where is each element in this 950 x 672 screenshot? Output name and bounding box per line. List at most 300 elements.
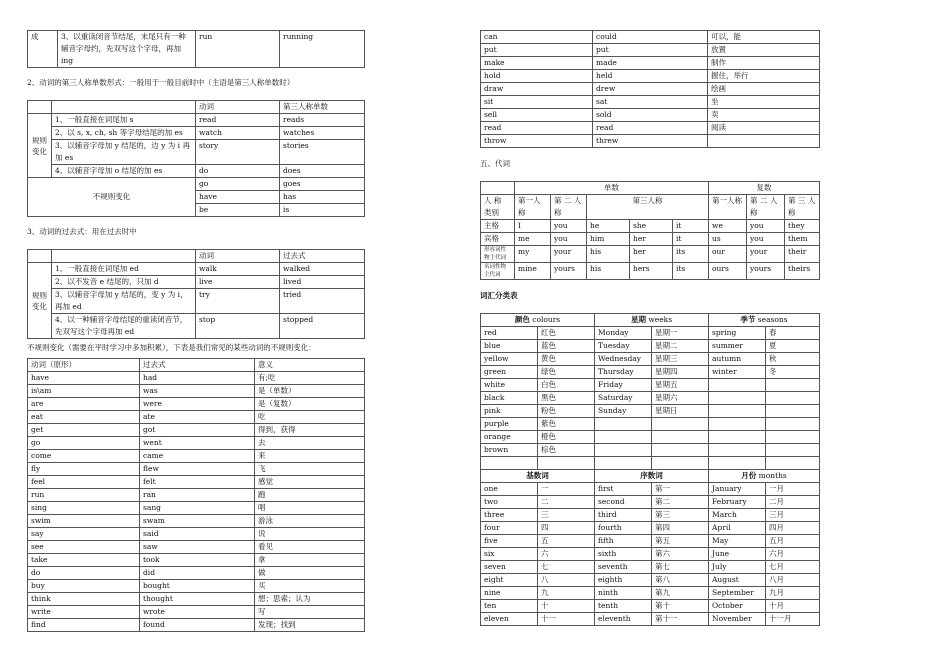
table-cell: 说 — [255, 528, 365, 541]
table-cell: 第一 — [652, 483, 709, 496]
table-row — [28, 450, 365, 463]
table-row — [481, 70, 820, 83]
table-cell: seven — [481, 561, 538, 574]
table-cell: 第四 — [652, 522, 709, 535]
table-row — [28, 289, 365, 314]
table-row — [28, 385, 365, 398]
table-cell: 绿色 — [538, 366, 595, 379]
table-cell — [538, 457, 595, 470]
table-cell: does — [280, 165, 365, 178]
table-cell: run — [28, 489, 140, 502]
table-cell: it — [673, 220, 709, 233]
table-cell: September — [709, 587, 766, 600]
table-cell: 蓝色 — [538, 340, 595, 353]
table-cell: sold — [593, 109, 708, 122]
table-cell: did — [140, 567, 255, 580]
table-cell: I — [515, 220, 551, 233]
table-cell: put — [593, 44, 708, 57]
table-row — [28, 541, 365, 554]
third-person-sg-header: 第三人称 — [587, 195, 709, 220]
table-cell: 第十 — [652, 600, 709, 613]
table-cell: 绘画 — [708, 83, 820, 96]
left-column — [27, 30, 365, 632]
table-cell: could — [593, 31, 708, 44]
table-cell: 七月 — [766, 561, 820, 574]
table-cell: 星期五 — [652, 379, 709, 392]
table-cell: threw — [593, 135, 708, 148]
table-row — [28, 411, 365, 424]
table-cell: 发现；找到 — [255, 619, 365, 632]
group-title-cn: 颜色 — [514, 315, 530, 324]
table-row — [28, 593, 365, 606]
group-title-en: seasons — [755, 315, 788, 324]
third-person-pl-header: 第 三 人 称 — [785, 195, 820, 220]
table-row — [481, 96, 820, 109]
table-cell: his — [587, 263, 630, 280]
vocab-group-header — [709, 314, 820, 327]
group-title-en: colours — [529, 315, 561, 324]
table-cell: 第十一 — [652, 613, 709, 626]
table-cell: you — [747, 220, 785, 233]
table-cell: Wednesday — [595, 353, 652, 366]
table-row — [28, 567, 365, 580]
table-cell: 做 — [255, 567, 365, 580]
table-cell: us — [709, 233, 747, 246]
table-row — [481, 431, 820, 444]
table-cell: got — [140, 424, 255, 437]
table-cell: do — [28, 567, 140, 580]
table-cell: reads — [280, 114, 365, 127]
table-cell: eleven — [481, 613, 538, 626]
section-title-third-person: 2、动词的第三人称单数形式：一般用于一般目前时中（主语是第三人称单数时） — [27, 78, 295, 87]
table-cell: 卖 — [708, 109, 820, 122]
table-cell: 星期三 — [652, 353, 709, 366]
table-cell: 买 — [255, 580, 365, 593]
table-cell: 九 — [538, 587, 595, 600]
table-cell: 跑 — [255, 489, 365, 502]
table-cell: them — [785, 233, 820, 246]
table-cell: spring — [709, 327, 766, 340]
vocab-group-header — [595, 470, 709, 483]
table-cell: 有;吃 — [255, 372, 365, 385]
group-title-cn: 星期 — [630, 315, 646, 324]
table-cell: 星期六 — [652, 392, 709, 405]
vocab-group-header — [709, 470, 820, 483]
group-title-cn: 基数词 — [526, 471, 549, 480]
table-cell — [709, 444, 766, 457]
table-cell: yours — [747, 263, 785, 280]
pronoun-case-label: 主格 — [481, 220, 515, 233]
table-cell: one — [481, 483, 538, 496]
table-cell: he — [587, 220, 630, 233]
table-cell: 游泳 — [255, 515, 365, 528]
table-row — [28, 424, 365, 437]
table-cell — [595, 431, 652, 444]
table-cell: April — [709, 522, 766, 535]
table-row — [481, 600, 820, 613]
table-cell: 三 — [538, 509, 595, 522]
table-cell: read — [196, 114, 280, 127]
table-cell: 六 — [538, 548, 595, 561]
column-header: 过去式 — [280, 250, 365, 263]
table-cell: first — [595, 483, 652, 496]
table-row — [28, 606, 365, 619]
table-cell: draw — [481, 83, 593, 96]
table-cell: took — [140, 554, 255, 567]
section-title-pronouns: 五、代词 — [480, 159, 510, 168]
table-row — [28, 554, 365, 567]
table-cell: black — [481, 392, 538, 405]
table-cell: can — [481, 31, 593, 44]
table-cell: be — [196, 204, 280, 217]
table-cell: Saturday — [595, 392, 652, 405]
table-cell: 写 — [255, 606, 365, 619]
pronoun-row — [481, 233, 820, 246]
column-header: 动词 — [196, 101, 280, 114]
table-cell: swim — [28, 515, 140, 528]
vocab-section-title: 词汇分类表 — [480, 291, 518, 300]
table-cell: our — [709, 246, 747, 263]
table-cell: 粉色 — [538, 405, 595, 418]
table-cell: four — [481, 522, 538, 535]
table-cell: 第八 — [652, 574, 709, 587]
table-cell: two — [481, 496, 538, 509]
table-cell — [652, 418, 709, 431]
table-cell: 二 — [538, 496, 595, 509]
table-row — [28, 372, 365, 385]
table-cell: 春 — [766, 327, 820, 340]
table-cell: 第五 — [652, 535, 709, 548]
vocab-category-table — [480, 313, 820, 626]
table-cell: January — [709, 483, 766, 496]
table-cell: sell — [481, 109, 593, 122]
table-cell: fourth — [595, 522, 652, 535]
table-cell: walk — [196, 263, 280, 276]
table-cell: 星期一 — [652, 327, 709, 340]
table-cell: three — [481, 509, 538, 522]
table-cell: came — [140, 450, 255, 463]
table-cell: 夏 — [766, 340, 820, 353]
table-cell: 第七 — [652, 561, 709, 574]
table-cell: 4、以辅音字母加 o 结尾的加 es — [52, 165, 196, 178]
table-cell: 来 — [255, 450, 365, 463]
table-cell: ran — [140, 489, 255, 502]
table-cell: 2、以不发音 e 结尾的，只加 d — [52, 276, 196, 289]
table-cell: go — [28, 437, 140, 450]
table-cell: drew — [593, 83, 708, 96]
table-cell: 1、一般直接在词尾加 s — [52, 114, 196, 127]
table-row — [28, 502, 365, 515]
table-row — [28, 580, 365, 593]
table-cell: you — [551, 220, 587, 233]
table-row — [28, 263, 365, 276]
table-cell: August — [709, 574, 766, 587]
table-cell: October — [709, 600, 766, 613]
table-row — [481, 483, 820, 496]
third-person-table — [27, 100, 365, 217]
group-title-en: weeks — [645, 315, 673, 324]
table-cell: 十 — [538, 600, 595, 613]
group-title-cn: 月份 — [741, 471, 757, 480]
table-cell: 黑色 — [538, 392, 595, 405]
table-row — [481, 405, 820, 418]
pronoun-person-row — [481, 195, 820, 220]
table-cell: 握住，举行 — [708, 70, 820, 83]
table-cell: she — [630, 220, 673, 233]
table-cell: read — [481, 122, 593, 135]
table-cell: 六月 — [766, 548, 820, 561]
table-cell: white — [481, 379, 538, 392]
table-cell: 看见 — [255, 541, 365, 554]
table-row — [481, 353, 820, 366]
table-cell: held — [593, 70, 708, 83]
table-cell — [652, 457, 709, 470]
table-cell: eight — [481, 574, 538, 587]
table-row — [28, 489, 365, 502]
table-cell: 第九 — [652, 587, 709, 600]
table-cell — [766, 405, 820, 418]
table-cell: 3、以辅音字母加 y 结尾的，变 y 为 i，再加 ed — [52, 289, 196, 314]
table-row — [481, 83, 820, 96]
table-cell: nine — [481, 587, 538, 600]
table-cell: 第三 — [652, 509, 709, 522]
table-cell: 1、一般直接在词尾加 ed — [52, 263, 196, 276]
table-row — [481, 587, 820, 600]
table-cell: third — [595, 509, 652, 522]
table-cell: 黄色 — [538, 353, 595, 366]
second-person-pl-header: 第 二 人 称 — [747, 195, 785, 220]
table-cell: have — [196, 191, 280, 204]
table-cell: come — [28, 450, 140, 463]
section-title-past-tense: 3、动词的过去式：用在过去时中 — [27, 227, 137, 236]
table-cell: Tuesday — [595, 340, 652, 353]
pronoun-case-label: 名词性物主代词 — [481, 263, 515, 280]
table-cell: throw — [481, 135, 593, 148]
table-cell: buy — [28, 580, 140, 593]
table-cell: July — [709, 561, 766, 574]
table-cell: mine — [515, 263, 551, 280]
table-cell: you — [551, 233, 587, 246]
pronoun-row — [481, 263, 820, 280]
table-cell — [766, 444, 820, 457]
table-cell: watch — [196, 127, 280, 140]
table-cell: 去 — [255, 437, 365, 450]
table-cell: 三月 — [766, 509, 820, 522]
table-cell: 感觉 — [255, 476, 365, 489]
table-cell: 3、以辅音字母加 y 结尾的，边 y 为 i 再加 es — [52, 140, 196, 165]
table-cell: walked — [280, 263, 365, 276]
table-cell: thought — [140, 593, 255, 606]
pronoun-table — [480, 181, 820, 280]
table-row — [481, 44, 820, 57]
table-cell: 阅读 — [708, 122, 820, 135]
table-row — [28, 165, 365, 178]
table-cell: was — [140, 385, 255, 398]
table-cell: were — [140, 398, 255, 411]
pronoun-case-label: 宾格 — [481, 233, 515, 246]
table-row — [481, 509, 820, 522]
table-row — [481, 379, 820, 392]
table-cell: 拿 — [255, 554, 365, 567]
table-cell: stopped — [280, 314, 365, 339]
table-cell: ours — [709, 263, 747, 280]
table-cell — [708, 135, 820, 148]
table-cell: sang — [140, 502, 255, 515]
table-cell: Thursday — [595, 366, 652, 379]
table-row — [481, 57, 820, 70]
table-row — [481, 444, 820, 457]
table-row — [28, 463, 365, 476]
table-cell: went — [140, 437, 255, 450]
rule-category-label: 规则变化 — [28, 263, 52, 339]
table-cell: tenth — [595, 600, 652, 613]
table-cell: 十一月 — [766, 613, 820, 626]
pronoun-row — [481, 220, 820, 233]
table-cell: 一 — [538, 483, 595, 496]
table-cell: 棕色 — [538, 444, 595, 457]
table-cell: 4、以一种辅音字母结尾的重读闭音节，先双写这个字母再加 ed — [52, 314, 196, 339]
table-cell: theirs — [785, 263, 820, 280]
table-cell: 秋 — [766, 353, 820, 366]
table-cell: 飞 — [255, 463, 365, 476]
table-cell: get — [28, 424, 140, 437]
table-cell: have — [28, 372, 140, 385]
table-cell: 八 — [538, 574, 595, 587]
column-header: 动词（原形） — [28, 359, 140, 372]
table-cell: 成 — [28, 31, 58, 68]
table-cell: 五月 — [766, 535, 820, 548]
pronoun-number-row — [481, 182, 820, 195]
table-cell: 十一 — [538, 613, 595, 626]
table-cell: write — [28, 606, 140, 619]
table-cell: 是（单数） — [255, 385, 365, 398]
table-cell: her — [630, 233, 673, 246]
table-row — [28, 619, 365, 632]
table-cell: second — [595, 496, 652, 509]
table-cell: saw — [140, 541, 255, 554]
table-cell: May — [709, 535, 766, 548]
table-row — [481, 327, 820, 340]
table-cell: run — [196, 31, 280, 68]
table-cell: try — [196, 289, 280, 314]
table-cell: 橙色 — [538, 431, 595, 444]
table-cell: 四月 — [766, 522, 820, 535]
table-cell: February — [709, 496, 766, 509]
table-row — [481, 457, 820, 470]
plural-header: 复数 — [709, 182, 820, 195]
table-cell: feel — [28, 476, 140, 489]
table-cell: your — [551, 246, 587, 263]
table-cell: June — [709, 548, 766, 561]
table-cell: 二月 — [766, 496, 820, 509]
table-cell: go — [196, 178, 280, 191]
table-cell: you — [747, 233, 785, 246]
table-row — [28, 437, 365, 450]
table-cell — [766, 379, 820, 392]
rule-category-label: 规则变化 — [28, 114, 52, 178]
table-header-row — [28, 250, 365, 263]
past-tense-table — [27, 249, 365, 339]
table-cell: 得到，获得 — [255, 424, 365, 437]
table-cell: think — [28, 593, 140, 606]
table-cell: lived — [280, 276, 365, 289]
column-header: 过去式 — [140, 359, 255, 372]
singular-header: 单数 — [515, 182, 709, 195]
first-person-pl-header: 第一人称 — [709, 195, 747, 220]
table-cell: orange — [481, 431, 538, 444]
table-cell: do — [196, 165, 280, 178]
table-cell: 九月 — [766, 587, 820, 600]
table-cell: purple — [481, 418, 538, 431]
table-cell — [766, 392, 820, 405]
table-cell: story — [196, 140, 280, 165]
table-row — [481, 340, 820, 353]
table-cell: say — [28, 528, 140, 541]
table-cell — [766, 418, 820, 431]
table-cell — [766, 457, 820, 470]
table-cell: ninth — [595, 587, 652, 600]
table-cell: 紫色 — [538, 418, 595, 431]
right-column — [480, 30, 820, 626]
table-cell: hers — [630, 263, 673, 280]
person-category-header: 人 称 类别 — [481, 195, 515, 220]
table-cell — [709, 418, 766, 431]
table-cell: 可以，能 — [708, 31, 820, 44]
table-header-row — [28, 359, 365, 372]
table-cell: bought — [140, 580, 255, 593]
table-row — [481, 574, 820, 587]
table-row — [481, 496, 820, 509]
vocab-group-header — [481, 314, 595, 327]
table-row — [28, 398, 365, 411]
group-title-cn: 序数词 — [640, 471, 663, 480]
table-cell: eleventh — [595, 613, 652, 626]
table-cell: 3、以重读闭音节结尾，末尾只有一种辅音字母约，先双写这个字母，再加 ing — [58, 31, 196, 68]
table-cell: five — [481, 535, 538, 548]
table-row — [28, 314, 365, 339]
table-cell — [709, 457, 766, 470]
table-cell — [709, 405, 766, 418]
table-cell: 十月 — [766, 600, 820, 613]
table-cell: 七 — [538, 561, 595, 574]
table-header-row — [28, 101, 365, 114]
table-cell: November — [709, 613, 766, 626]
table-cell: Monday — [595, 327, 652, 340]
table-cell: yours — [551, 263, 587, 280]
table-cell: March — [709, 509, 766, 522]
table-cell: six — [481, 548, 538, 561]
table-row — [28, 178, 365, 191]
table-cell: 吃 — [255, 411, 365, 424]
table-row — [481, 548, 820, 561]
table-cell: its — [673, 263, 709, 280]
table-cell: blue — [481, 340, 538, 353]
table-row — [481, 109, 820, 122]
table-cell: eighth — [595, 574, 652, 587]
table-cell: sit — [481, 96, 593, 109]
table-cell: fifth — [595, 535, 652, 548]
table-cell: see — [28, 541, 140, 554]
table-row — [481, 135, 820, 148]
table-cell: goes — [280, 178, 365, 191]
table-row — [28, 114, 365, 127]
table-cell: Sunday — [595, 405, 652, 418]
table-cell: winter — [709, 366, 766, 379]
table-cell: 八月 — [766, 574, 820, 587]
table-row — [481, 418, 820, 431]
table-cell — [709, 379, 766, 392]
table-cell: brown — [481, 444, 538, 457]
